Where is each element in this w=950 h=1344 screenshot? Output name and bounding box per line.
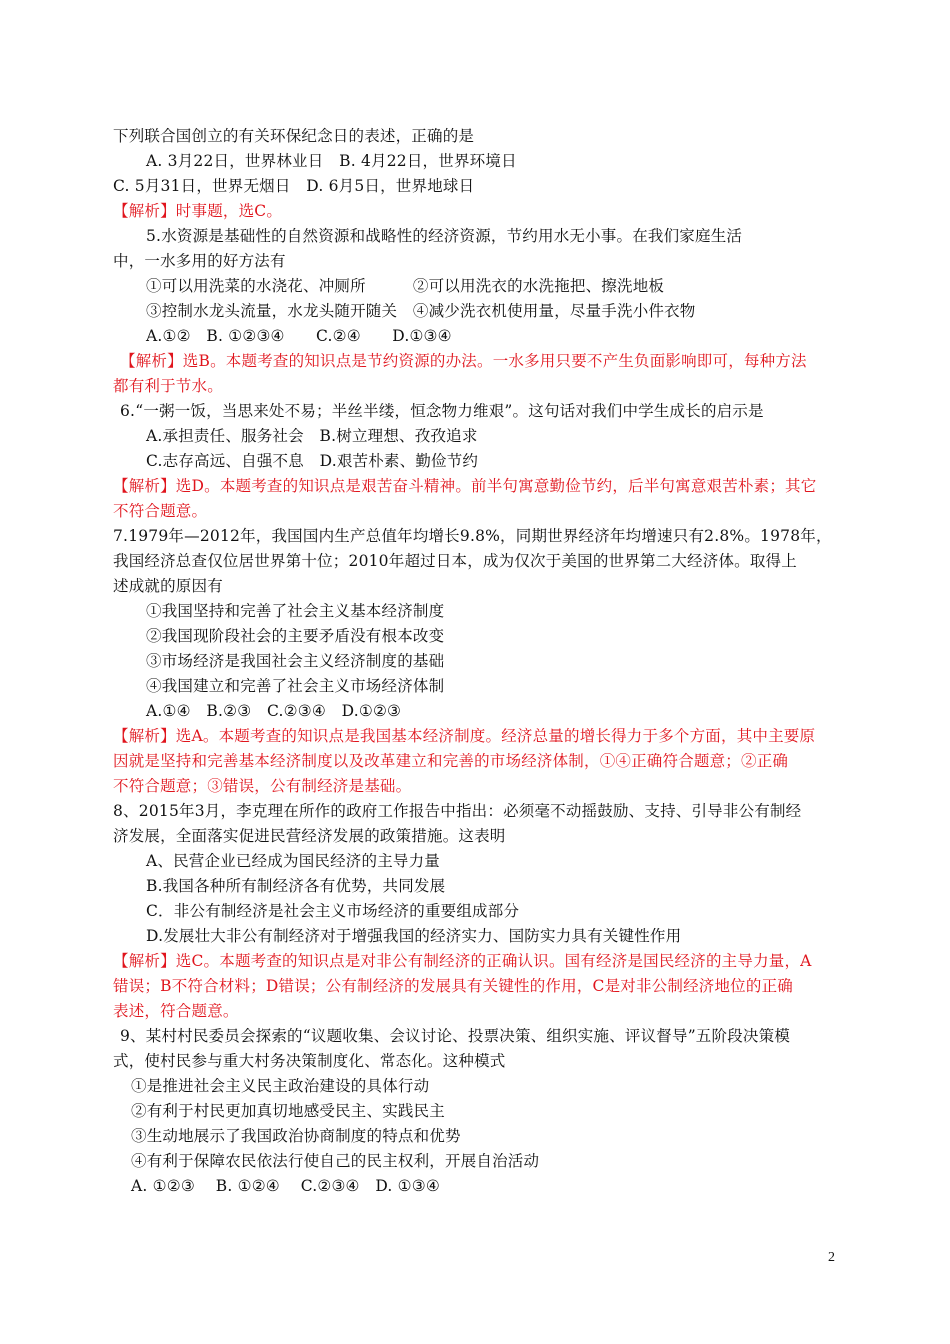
q8-analysis-line1: 【解析】选C。本题考查的知识点是对非公有制经济的正确认识。国有经济是国民经济的主导力量，A [113, 952, 812, 970]
q6-stem: 6.“一粥一饭，当思来处不易；半丝半缕，恒念物力维艰”。这句话对我们中学生成长的启示是 [120, 402, 764, 420]
q5-options: A.①② B. ①②③④ C.②④ D.①③④ [146, 327, 452, 345]
q8-option-c: C．非公有制经济是社会主义市场经济的重要组成部分 [146, 902, 520, 920]
q8-analysis-line3: 表述，符合题意。 [113, 1002, 239, 1020]
q6-options-cd: C.志存高远、自强不息 D.艰苦朴素、勤俭节约 [146, 452, 479, 470]
q5-analysis-line1: 【解析】选B。本题考查的知识点是节约资源的办法。一水多用只要不产生负面影响即可，每种方法 [120, 352, 807, 370]
q5-items-12: ①可以用洗菜的水浇花、冲厕所 ②可以用洗衣的水洗拖把、擦洗地板 [146, 277, 665, 295]
q7-options: A.①④ B.②③ C.②③④ D.①②③ [146, 702, 402, 720]
q5-stem-line2: 中，一水多用的好方法有 [113, 252, 286, 270]
q8-stem-line2: 济发展，全面落实促进民营经济发展的政策措施。这表明 [113, 827, 506, 845]
q9-stem-line1: 9、某村村民委员会探索的“议题收集、会议讨论、投票决策、组织实施、评议督导”五阶段决策模 [120, 1027, 791, 1045]
q6-analysis-line1: 【解析】选D。本题考查的知识点是艰苦奋斗精神。前半句寓意勤俭节约，后半句寓意艰苦朴素；其它 [113, 477, 817, 495]
q5-analysis-line2: 都有利于节水。 [113, 377, 223, 395]
q6-analysis-line2: 不符合题意。 [113, 502, 208, 520]
q4-stem: 下列联合国创立的有关环保纪念日的表述，正确的是 [113, 127, 475, 145]
page-number: 2 [828, 1250, 835, 1265]
q5-stem-line1: 5.水资源是基础性的自然资源和战略性的经济资源，节约用水无小事。在我们家庭生活 [146, 227, 743, 245]
q8-analysis-line2: 错误；B不符合材料；D错误；公有制经济的发展具有关键性的作用，C是对非公制经济地位的正确 [113, 977, 793, 995]
q5-items-34: ③控制水龙头流量，水龙头随开随关 ④减少洗衣机使用量，尽量手洗小件衣物 [146, 302, 696, 320]
q9-item-1: ①是推进社会主义民主政治建设的具体行动 [131, 1077, 430, 1095]
q7-item-2: ②我国现阶段社会的主要矛盾没有根本改变 [146, 627, 445, 645]
q7-stem-line1: 7.1979年—2012年，我国国内生产总值年均增长9.8%，同期世界经济年均增速只有2.8%。1978年， [113, 527, 832, 545]
q7-item-3: ③市场经济是我国社会主义经济制度的基础 [146, 652, 445, 670]
q8-option-d: D.发展壮大非公有制经济对于增强我国的经济实力、国防实力具有关键性作用 [146, 927, 682, 945]
q7-item-4: ④我国建立和完善了社会主义市场经济体制 [146, 677, 445, 695]
q7-analysis-line2: 因就是坚持和完善基本经济制度以及改革建立和完善的市场经济体制，①④正确符合题意；②正确 [113, 752, 789, 770]
q9-options: A. ①②③ B. ①②④ C.②③④ D. ①③④ [131, 1177, 440, 1195]
q7-item-1: ①我国坚持和完善了社会主义基本经济制度 [146, 602, 445, 620]
q9-stem-line2: 式，使村民参与重大村务决策制度化、常态化。这种模式 [113, 1052, 506, 1070]
q7-analysis-line1: 【解析】选A。本题考查的知识点是我国基本经济制度。经济总量的增长得力于多个方面，其中主要原 [113, 727, 816, 745]
q9-item-2: ②有利于村民更加真切地感受民主、实践民主 [131, 1102, 446, 1120]
q8-stem-line1: 8、2015年3月，李克理在所作的政府工作报告中指出：必须毫不动摇鼓励、支持、引导非公有制经 [113, 802, 802, 820]
q4-analysis: 【解析】时事题，选C。 [113, 202, 283, 220]
q8-option-a: A、民营企业已经成为国民经济的主导力量 [146, 852, 440, 870]
q7-analysis-line3: 不符合题意；③错误，公有制经济是基础。 [113, 777, 412, 795]
q9-item-4: ④有利于保障农民依法行使自己的民主权利，开展自治活动 [131, 1152, 540, 1170]
q4-options-cd: C. 5月31日，世界无烟日 D. 6月5日，世界地球日 [113, 177, 475, 195]
q9-item-3: ③生动地展示了我国政治协商制度的特点和优势 [131, 1127, 461, 1145]
q7-stem-line3: 述成就的原因有 [113, 577, 223, 595]
q6-options-ab: A.承担责任、服务社会 B.树立理想、孜孜追求 [146, 427, 478, 445]
q8-option-b: B.我国各种所有制经济各有优势，共同发展 [146, 877, 446, 895]
q7-stem-line2: 我国经济总查仅位居世界第十位；2010年超过日本，成为仅次于美国的世界第二大经济体。取得上 [113, 552, 797, 570]
q4-options-ab: A. 3月22日，世界林业日 B. 4月22日，世界环境日 [146, 152, 517, 170]
